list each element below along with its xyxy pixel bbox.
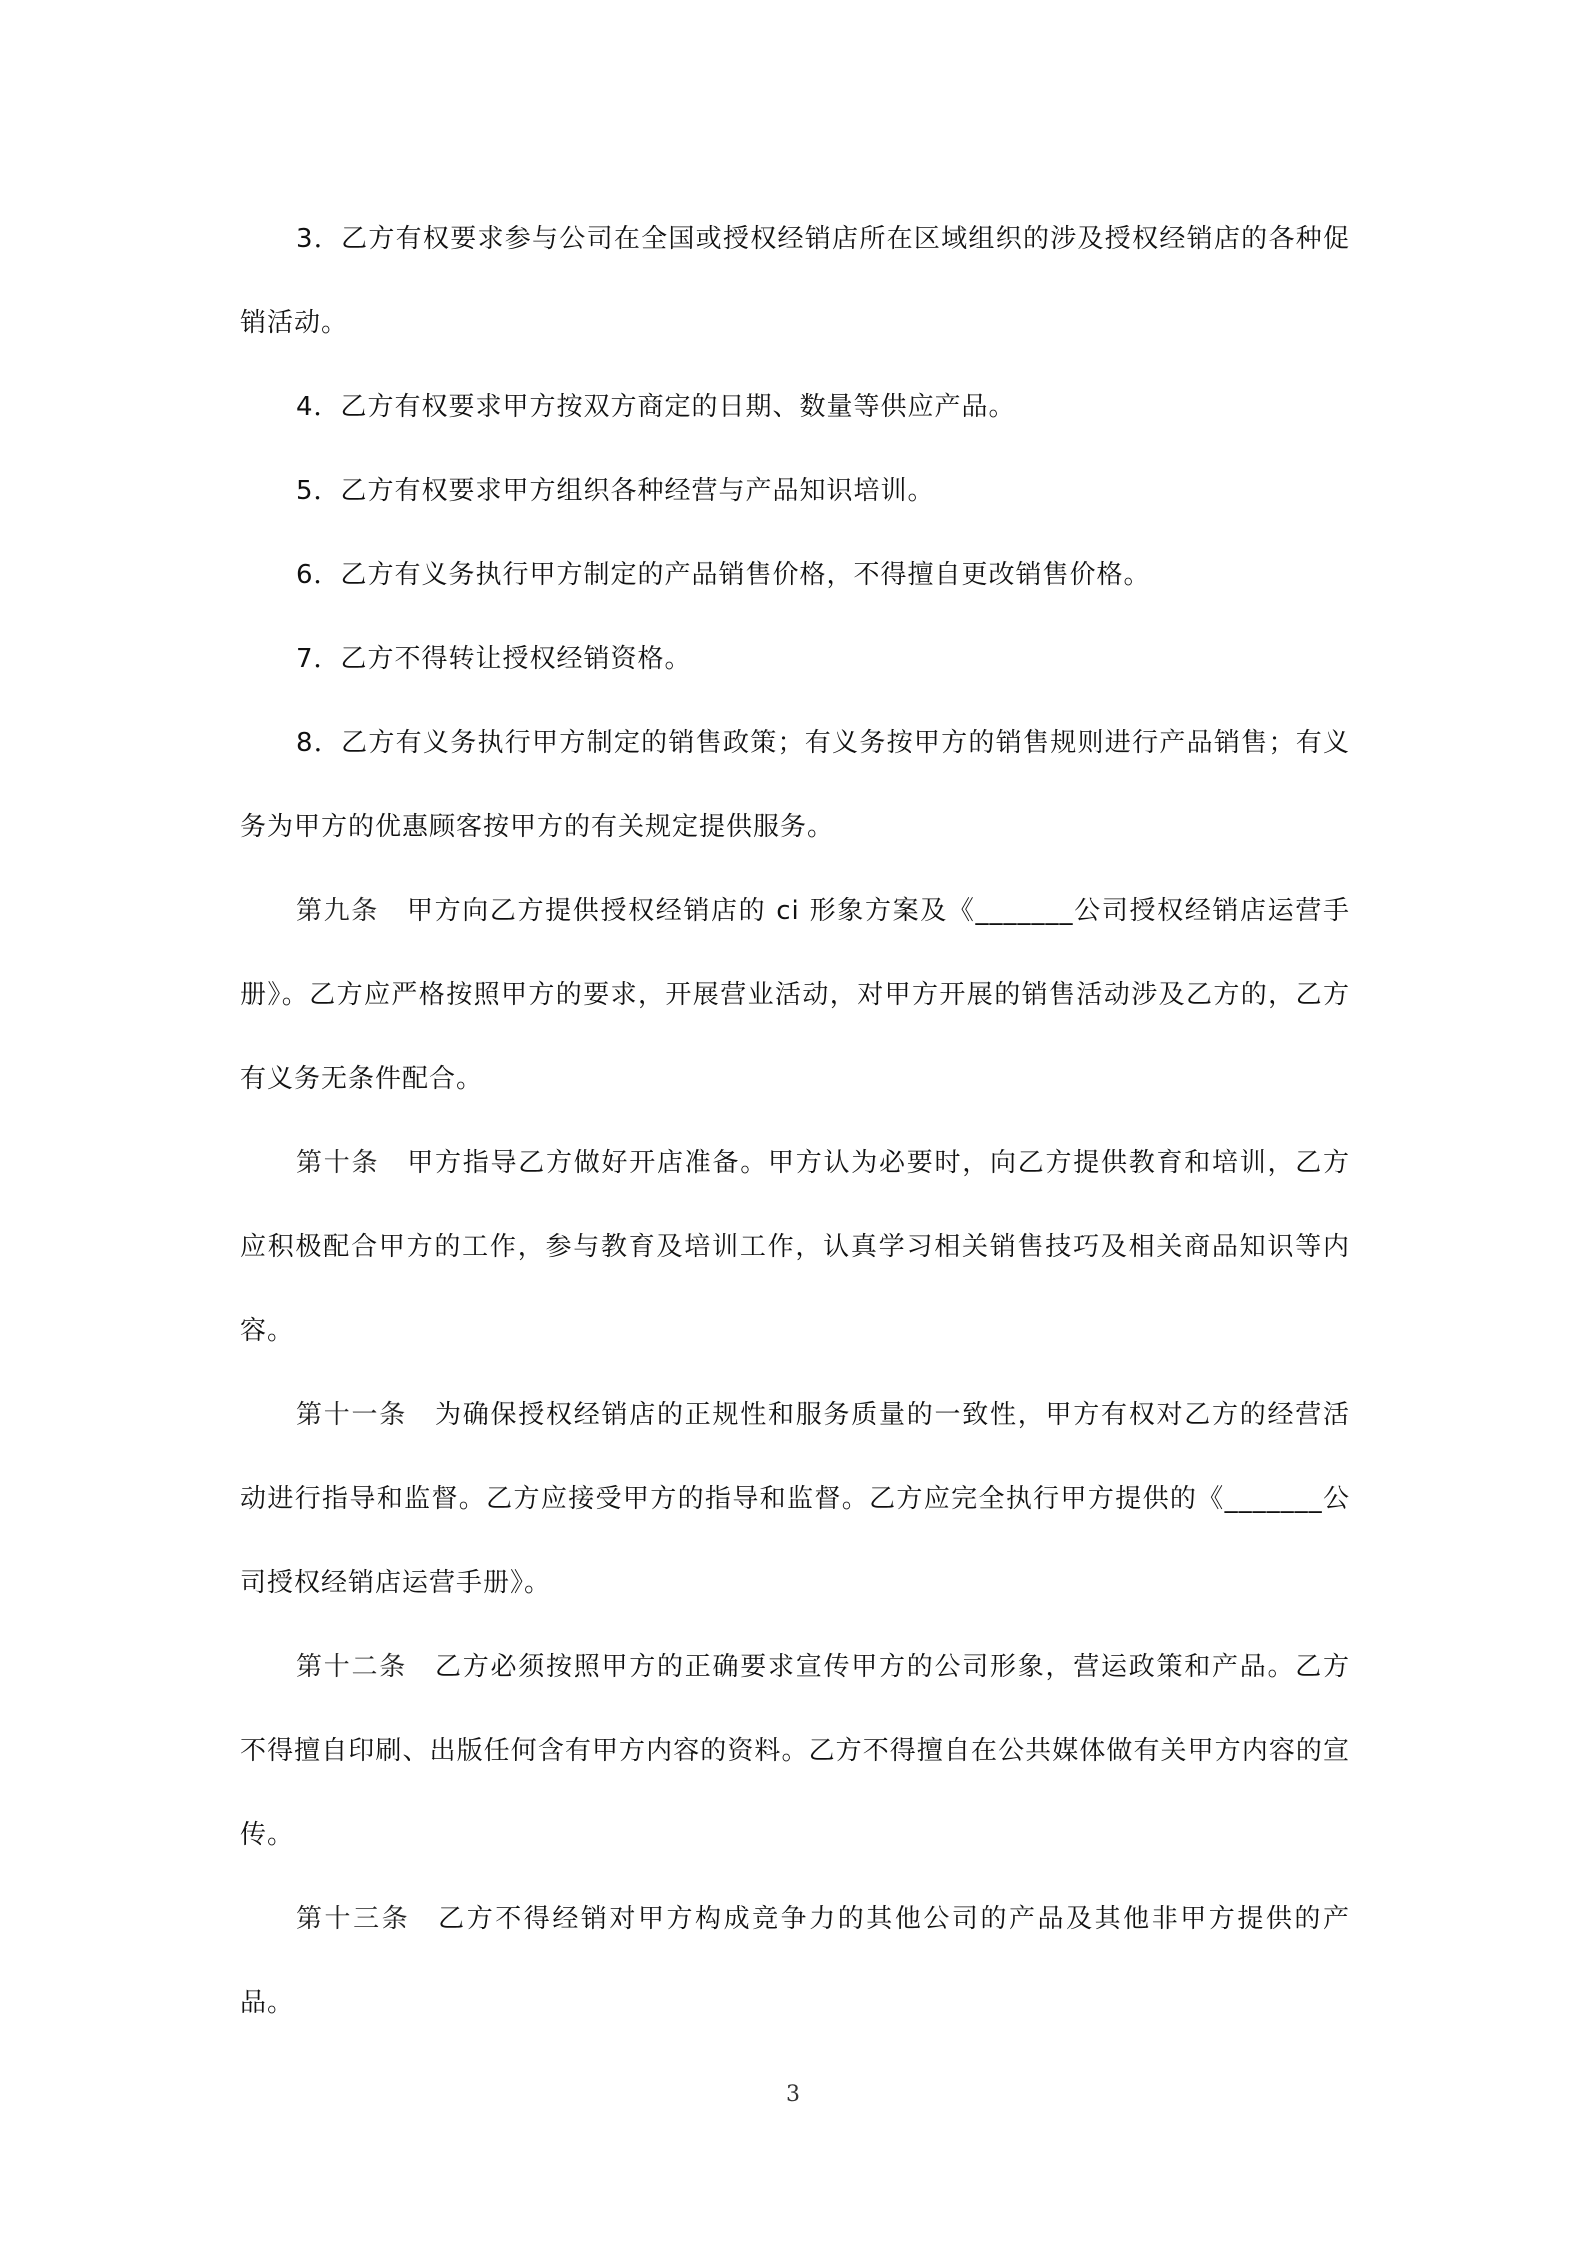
article-12 [240, 1625, 1350, 1877]
clause-text: 5．乙方有权要求甲方组织各种经营与产品知识培训。 [296, 476, 935, 506]
article-10 [240, 1121, 1350, 1373]
article-text: 甲方向乙方提供授权经销店的 ci 形象方案及《_______公司授权经销店运营手册》。乙方应严格按照甲方的要求，开展营业活动，对甲方开展的销售活动涉及乙方的，乙方有义务无条件配合。 [240, 896, 1350, 1094]
article-head: 第十三条 [296, 1904, 411, 1934]
clause-4 [240, 365, 1350, 449]
article-text: 为确保授权经销店的正规性和服务质量的一致性，甲方有权对乙方的经营活动进行指导和监督。乙方应接受甲方的指导和监督。乙方应完全执行甲方提供的《_______公司授权经销店运营手册》。 [240, 1400, 1350, 1598]
article-9 [240, 869, 1350, 1121]
article-head: 第十二条 [296, 1652, 407, 1682]
article-text: 乙方不得经销对甲方构成竞争力的其他公司的产品及其他非甲方提供的产品。 [240, 1904, 1350, 2018]
clause-text: 4．乙方有权要求甲方按双方商定的日期、数量等供应产品。 [296, 392, 1016, 422]
clause-text: 3．乙方有权要求参与公司在全国或授权经销店所在区域组织的涉及授权经销店的各种促销活动。 [240, 224, 1350, 338]
clause-7 [240, 617, 1350, 701]
clause-6 [240, 533, 1350, 617]
document-body [240, 197, 1350, 2045]
article-head: 第九条 [296, 896, 379, 926]
article-11 [240, 1373, 1350, 1625]
article-head: 第十条 [296, 1148, 380, 1178]
article-head: 第十一条 [296, 1400, 407, 1430]
article-text: 乙方必须按照甲方的正确要求宣传甲方的公司形象，营运政策和产品。乙方不得擅自印刷、出版任何含有甲方内容的资料。乙方不得擅自在公共媒体做有关甲方内容的宣传。 [240, 1652, 1350, 1850]
clause-text: 7．乙方不得转让授权经销资格。 [296, 644, 692, 674]
article-13 [240, 1877, 1350, 2045]
clause-8 [240, 701, 1350, 869]
clause-text: 8．乙方有义务执行甲方制定的销售政策；有义务按甲方的销售规则进行产品销售；有义务为甲方的优惠顾客按甲方的有关规定提供服务。 [240, 728, 1350, 842]
clause-text: 6．乙方有义务执行甲方制定的产品销售价格，不得擅自更改销售价格。 [296, 560, 1151, 590]
clause-3 [240, 197, 1350, 365]
page-number: 3 [786, 2082, 800, 2107]
article-text: 甲方指导乙方做好开店准备。甲方认为必要时，向乙方提供教育和培训，乙方应积极配合甲方的工作，参与教育及培训工作，认真学习相关销售技巧及相关商品知识等内容。 [240, 1148, 1350, 1346]
clause-5 [240, 449, 1350, 533]
